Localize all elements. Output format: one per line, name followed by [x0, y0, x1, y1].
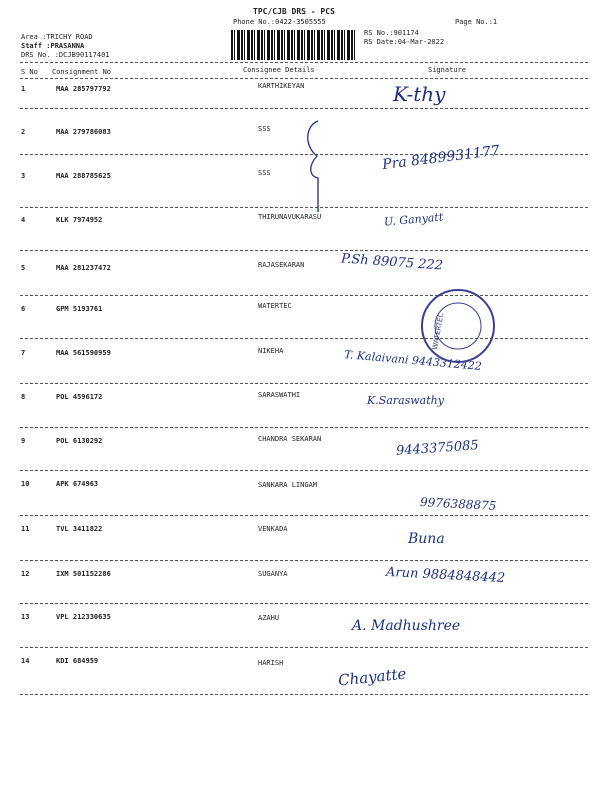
row-sno: 5 [21, 264, 26, 272]
signature-4: U. Ganyatt [383, 210, 444, 229]
row-consignment: MAA 279786083 [56, 128, 111, 136]
row-sno: 9 [21, 437, 26, 445]
phone-number: Phone No.:0422-3505555 [233, 18, 326, 26]
header-divider-top [20, 62, 588, 63]
column-consignee: Consignee Details [243, 66, 315, 74]
row-divider [20, 250, 588, 251]
staff-label: Staff :PRASANNA [21, 42, 85, 50]
row-consignee: HARISH [258, 659, 284, 667]
row-divider [20, 647, 588, 648]
row-consignee: AZAHU [258, 614, 280, 622]
row-consignment: MAA 281237472 [56, 264, 111, 272]
row-divider [20, 560, 588, 561]
row-consignee: THIRUNAVUKARASU [258, 213, 322, 221]
row-sno: 6 [21, 305, 26, 313]
row-divider [20, 603, 588, 604]
row-sno: 10 [21, 480, 30, 488]
handwritten-bracket [300, 116, 340, 216]
row-consignment: POL 4596172 [56, 393, 103, 401]
row-sno: 1 [21, 85, 26, 93]
signature-9: 9443375085 [395, 438, 480, 459]
signature-2: Pra 8489931177 [381, 142, 501, 174]
column-sno: S No [21, 68, 38, 76]
signature-14: Chayatte [337, 664, 408, 690]
row-divider [20, 295, 588, 296]
row-consignee: SUGANYA [258, 570, 288, 578]
column-consignment: Consignment No [52, 68, 112, 76]
row-consignment: POL 6130292 [56, 437, 103, 445]
row-consignment: IXM 501152286 [56, 570, 111, 578]
row-sno: 7 [21, 349, 26, 357]
signature-7: T. Kalaivani 9443312422 [343, 348, 483, 373]
rs-number: RS No.:901174 [364, 29, 419, 37]
row-consignee: KARTHIKEYAN [258, 82, 305, 90]
row-divider [20, 108, 588, 109]
row-consignee: SSS [258, 169, 271, 177]
area-label: Area :TRICHY ROAD [21, 33, 93, 41]
rs-date: RS Date:04-Mar-2022 [364, 38, 445, 46]
page-number: Page No.:1 [455, 18, 498, 26]
row-divider [20, 338, 588, 339]
signature-8: K.Saraswathy [367, 394, 444, 407]
row-sno: 11 [21, 525, 30, 533]
row-consignee: SSS [258, 125, 271, 133]
row-sno: 4 [21, 216, 26, 224]
row-consignment: MAA 288785625 [56, 172, 111, 180]
row-consignment: TVL 3411822 [56, 525, 103, 533]
row-sno: 12 [21, 570, 30, 578]
report-title: TPC/CJB DRS - PCS [253, 7, 335, 16]
row-consignee: SANKARA LINGAM [258, 481, 318, 489]
signature-10: 9976388875 [419, 495, 497, 513]
row-consignment: KLK 7974952 [56, 216, 103, 224]
row-consignee: WATERTEC [258, 302, 292, 310]
row-divider [20, 427, 588, 428]
signature-1: K-thy [393, 82, 446, 106]
row-sno: 13 [21, 613, 30, 621]
column-signature: Signature [428, 66, 466, 74]
row-divider [20, 470, 588, 471]
row-consignee: RAJASEKARAN [258, 261, 305, 269]
barcode [231, 30, 357, 60]
row-divider [20, 383, 588, 384]
svg-text:WATERTEC: WATERTEC [431, 312, 446, 351]
signature-13: A. Madhushree [352, 618, 461, 634]
row-consignee: SARASWATHI [258, 391, 301, 399]
header-divider-bottom [20, 78, 588, 79]
row-consignee: CHANDRA SEKARAN [258, 435, 322, 443]
row-sno: 2 [21, 128, 26, 136]
row-consignee: VENKADA [258, 525, 288, 533]
row-consignee: NIKEHA [258, 347, 284, 355]
row-divider [20, 694, 588, 695]
row-sno: 8 [21, 393, 26, 401]
signature-12: Arun 9884848442 [385, 564, 506, 587]
row-consignment: GPM 5193761 [56, 305, 103, 313]
signature-5: P.Sh 89075 222 [340, 251, 444, 274]
signature-11: Buna [408, 531, 445, 547]
row-consignment: APK 674963 [56, 480, 99, 488]
company-stamp [418, 286, 498, 366]
row-sno: 3 [21, 172, 26, 180]
row-consignment: KDI 684959 [56, 657, 99, 665]
row-sno: 14 [21, 657, 30, 665]
drs-number: DRS No. :DCJB90117401 [21, 51, 110, 59]
row-consignment: MAA 285797792 [56, 85, 111, 93]
row-consignment: VPL 212330635 [56, 613, 111, 621]
row-divider [20, 515, 588, 516]
row-consignment: MAA 561590959 [56, 349, 111, 357]
